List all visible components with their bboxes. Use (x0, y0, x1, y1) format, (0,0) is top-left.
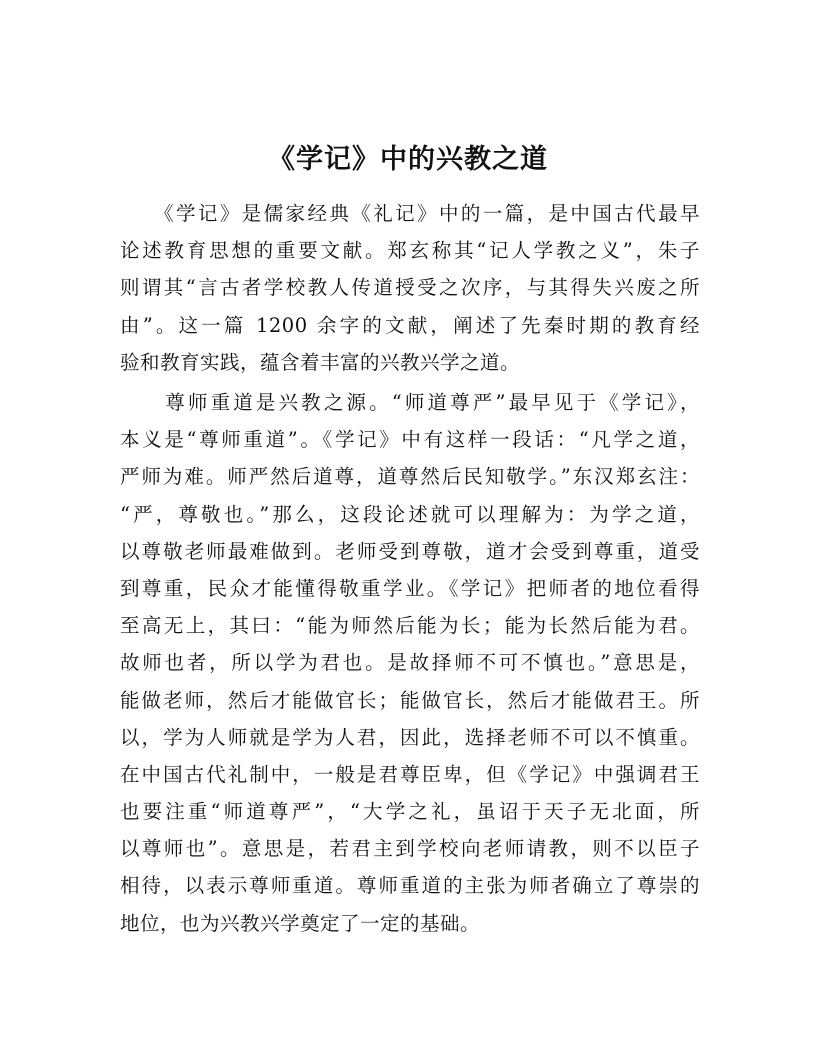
paragraph-1-line: 则谓其“言古者学校教人传道授受之次序，与其得失兴废之所 (120, 276, 700, 300)
paragraph-2-line: 到尊重，民众才能懂得敬重学业。《学记》把师者的地位看得 (120, 576, 700, 600)
document-title: 《学记》中的兴教之道 (268, 144, 548, 175)
paragraph-2-line: 以，学为人师就是学为人君，因此，选择老师不可以不慎重。 (120, 725, 700, 749)
paragraph-2-line: 严师为难。师严然后道尊，道尊然后民知敬学。”东汉郑玄注： (120, 465, 700, 489)
paragraph-2-line: 尊师重道是兴教之源。“师道尊严”最早见于《学记》， (120, 391, 700, 414)
paragraph-2-line: 相待，以表示尊师重道。尊师重道的主张为师者确立了尊崇的 (120, 874, 700, 898)
paragraph-1-line: 验和教育实践，蕴含着丰富的兴教兴学之道。 (120, 350, 521, 374)
paragraph-2 (120, 384, 700, 942)
paragraph-2-line: 地位，也为兴教兴学奠定了一定的基础。 (120, 911, 481, 935)
paragraph-1-line: 《学记》是儒家经典《礼记》中的一篇，是中国古代最早 (120, 202, 700, 225)
paragraph-2-line: 以尊师也”。意思是，若君主到学校向老师请教，则不以臣子 (120, 837, 700, 861)
paragraph-2-line: 至高无上，其曰：“能为师然后能为长；能为长然后能为君。 (120, 614, 700, 638)
paragraph-2-line: 本义是“尊师重道”。《学记》中有这样一段话：“凡学之道， (120, 428, 700, 452)
paragraph-2-line: 也要注重“师道尊严”，“大学之礼，虽诏于天子无北面，所 (120, 800, 700, 824)
paragraph-1 (120, 195, 700, 381)
paragraph-1-line: 论述教育思想的重要文献。郑玄称其“记人学教之义”，朱子 (120, 239, 700, 263)
paragraph-2-line: 以尊敬老师最难做到。老师受到尊敬，道才会受到尊重，道受 (120, 539, 700, 563)
paragraph-2-line: 故师也者，所以学为君也。是故择师不可不慎也。”意思是， (120, 651, 700, 675)
paragraph-2-line: 能做老师，然后才能做官长；能做官长，然后才能做君王。所 (120, 688, 700, 712)
paragraph-2-line: “严，尊敬也。”那么，这段论述就可以理解为：为学之道， (120, 502, 700, 526)
paragraph-2-line: 在中国古代礼制中，一般是君尊臣卑，但《学记》中强调君王 (120, 762, 700, 786)
paragraph-1-line: 由”。这一篇 1200 余字的文献，阐述了先秦时期的教育经 (120, 313, 700, 337)
